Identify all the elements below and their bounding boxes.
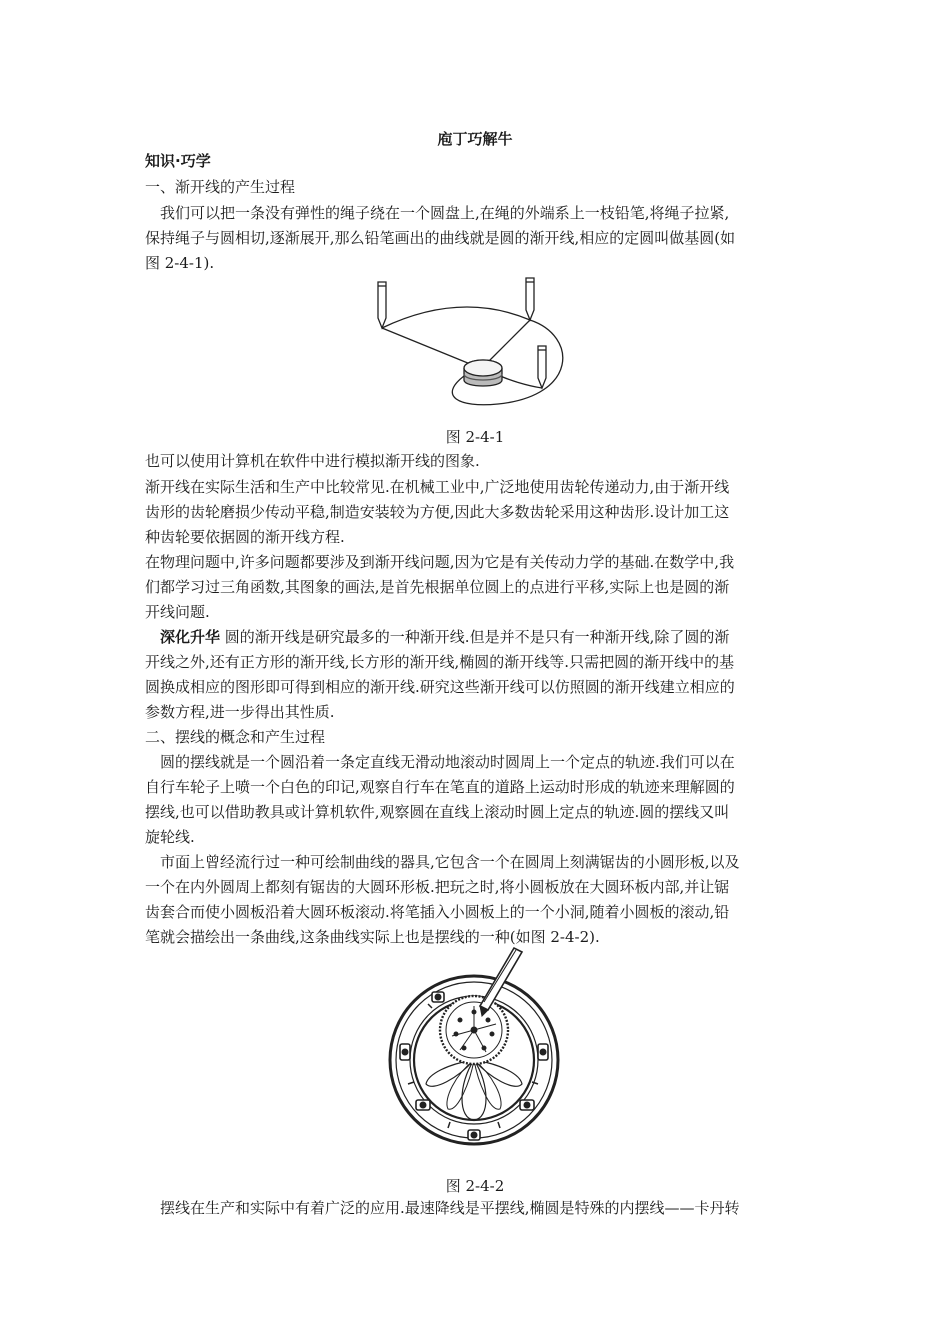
part2-heading: 二、摆线的概念和产生过程 <box>145 728 326 746</box>
part2-para1-line: 自行车轮子上喷一个白色的印记,观察自行车在笔直的道路上运动时形成的轨迹来理解圆的 <box>145 778 735 796</box>
part1-para1-line: 图 2-4-1). <box>145 254 215 272</box>
part1-para5-line: 圆换成相应的图形即可得到相应的渐开线.研究这些渐开线可以仿照圆的渐开线建立相应的 <box>145 678 735 696</box>
part1-para3-line: 渐开线在实际生活和生产中比较常见.在机械工业中,广泛地使用齿轮传递动力,由于渐开线 <box>145 478 730 496</box>
part2-para2-line: 笔就会描绘出一条曲线,这条曲线实际上也是摆线的一种(如图 2-4-2). <box>145 928 600 946</box>
part2-para2-line: 一个在内外圆周上都刻有锯齿的大圆环形板.把玩之时,将小圆板放在大圆环板内部,并让锯 <box>145 878 730 896</box>
figure1-caption: 图 2-4-1 <box>445 428 505 446</box>
part2-para1-line: 圆的摆线就是一个圆沿着一条定直线无滑动地滚动时圆周上一个定点的轨迹.我们可以在 <box>145 753 735 771</box>
page-title: 庖丁巧解牛 <box>437 130 513 148</box>
section-heading: 知识·巧学 <box>145 152 211 170</box>
part1-para4-line: 在物理问题中,许多问题都要涉及到渐开线问题,因为它是有关传动力学的基础.在数学中,我 <box>145 553 735 571</box>
part1-para5-first: 圆的渐开线是研究最多的一种渐开线.但是并不是只有一种渐开线,除了圆的渐 <box>220 628 730 646</box>
figure-spirograph-illustration <box>388 944 564 1154</box>
part1-para5-line <box>145 627 810 647</box>
deep-label: 深化升华 <box>160 628 221 646</box>
part2-para2-line: 市面上曾经流行过一种可绘制曲线的器具,它包含一个在圆周上刻满锯齿的小圆形板,以及 <box>145 853 740 871</box>
part1-para3-line: 种齿轮要依据圆的渐开线方程. <box>145 528 345 546</box>
part2-para3-line: 摆线在生产和实际中有着广泛的应用.最速降线是平摆线,椭圆是特殊的内摆线——卡丹转 <box>145 1199 740 1217</box>
part1-para2-line: 也可以使用计算机在软件中进行模拟渐开线的图象. <box>145 452 480 470</box>
part1-para5-line: 开线之外,还有正方形的渐开线,长方形的渐开线,椭圆的渐开线等.只需把圆的渐开线中的基 <box>145 653 735 671</box>
figure-involute-illustration <box>368 276 576 416</box>
part1-para3-line: 齿形的齿轮磨损少传动平稳,制造安装较为方便,因此大多数齿轮采用这种齿形.设计加工这 <box>145 503 730 521</box>
part1-para1-line: 保持绳子与圆相切,逐渐展开,那么铅笔画出的曲线就是圆的渐开线,相应的定圆叫做基圆(如 <box>145 229 736 247</box>
part2-para1-line: 摆线,也可以借助教具或计算机软件,观察圆在直线上滚动时圆上定点的轨迹.圆的摆线又叫 <box>145 803 730 821</box>
part1-heading: 一、渐开线的产生过程 <box>145 178 296 196</box>
part1-para5-line: 参数方程,进一步得出其性质. <box>145 703 335 721</box>
figure2-caption: 图 2-4-2 <box>445 1177 505 1195</box>
part2-para2-line: 齿套合而使小圆板沿着大圆环板滚动.将笔插入小圆板上的一个小洞,随着小圆板的滚动,铅 <box>145 903 730 921</box>
part1-para1-line: 我们可以把一条没有弹性的绳子绕在一个圆盘上,在绳的外端系上一枝铅笔,将绳子拉紧, <box>145 204 730 222</box>
part1-para4-line: 开线问题. <box>145 603 210 621</box>
part2-para1-line: 旋轮线. <box>145 828 195 846</box>
part1-para4-line: 们都学习过三角函数,其图象的画法,是首先根据单位圆上的点进行平移,实际上也是圆的渐 <box>145 578 730 596</box>
